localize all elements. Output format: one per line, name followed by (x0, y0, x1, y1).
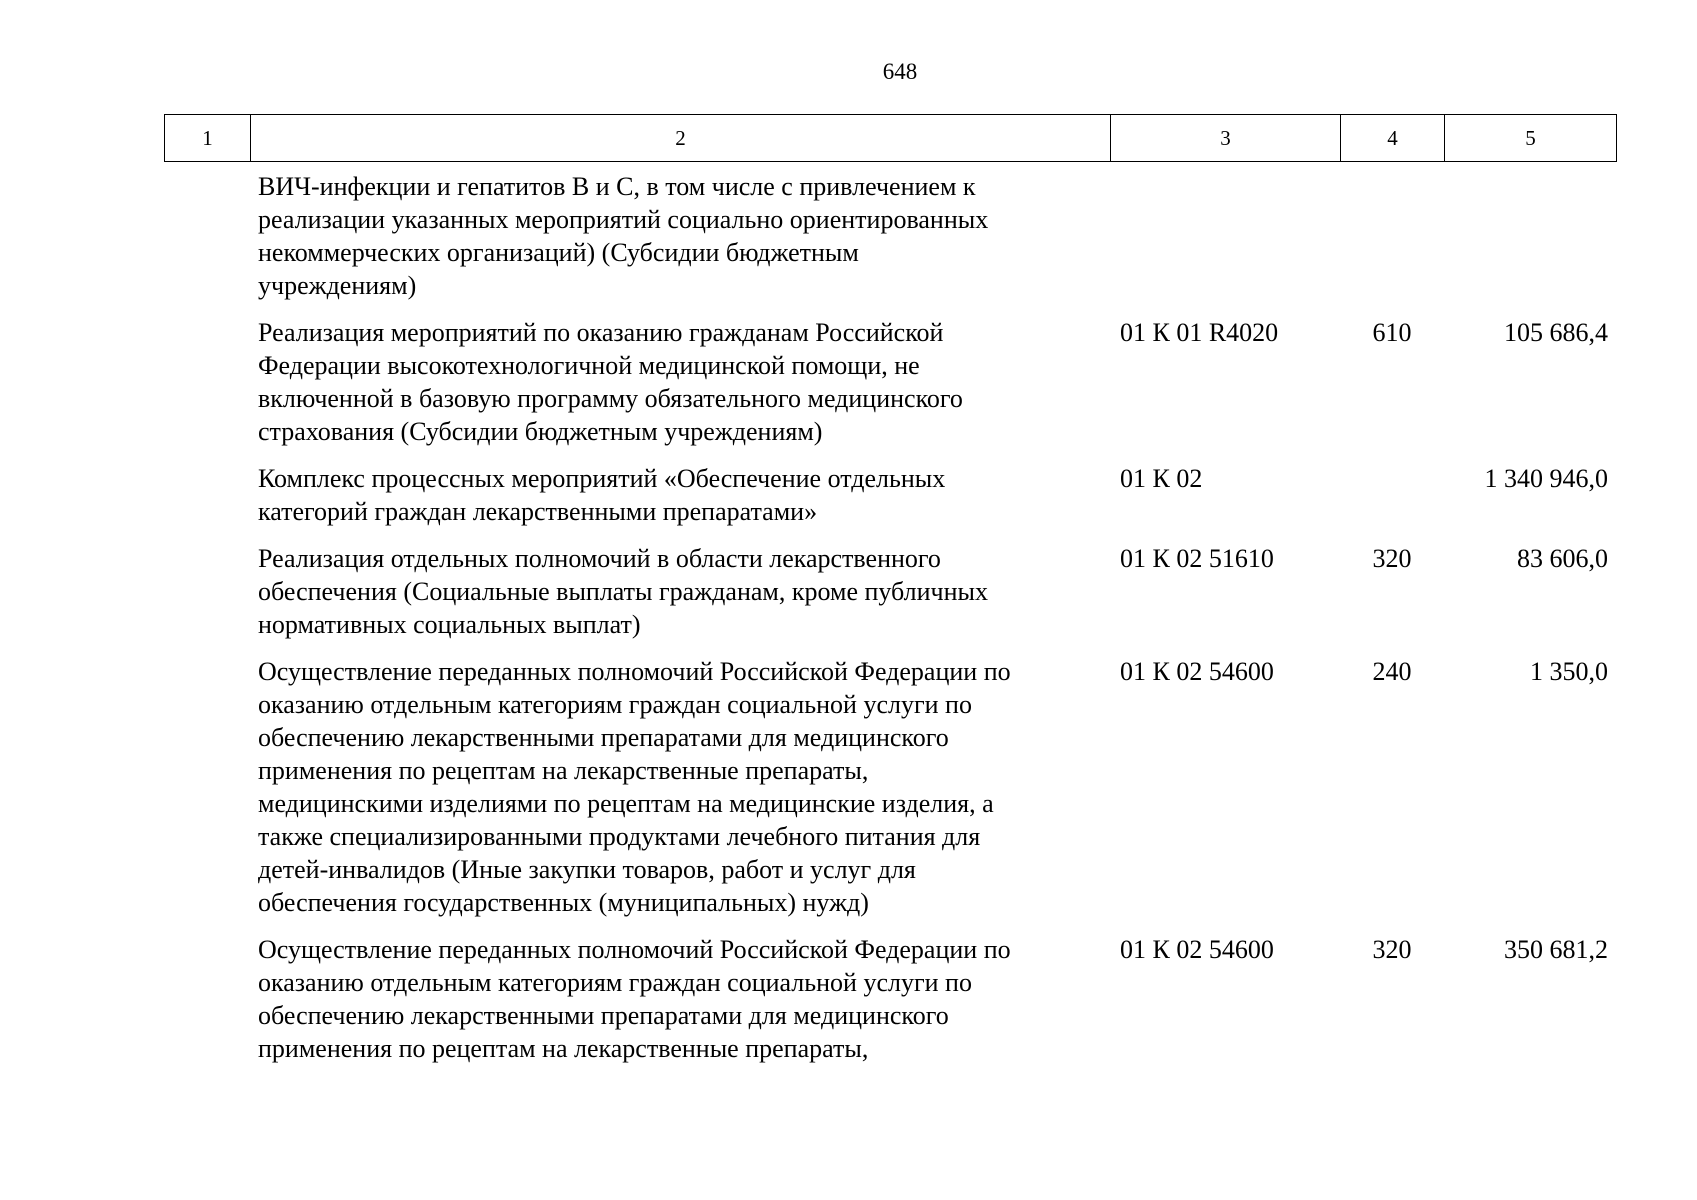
column-header-table (164, 114, 1617, 162)
table-row (164, 933, 1616, 1065)
row-description: ВИЧ-инфекции и гепатитов В и С, в том числе с привлечением к реализации указанных мероприятий социально ориентированных некоммерческих организаций) (Субсидии бюджетным учреждениям) (258, 172, 989, 300)
table-row (164, 655, 1616, 919)
row-code: 01 К 02 54600 (1120, 935, 1274, 964)
column-header-2: 2 (251, 115, 1111, 162)
table-body (164, 170, 1616, 1079)
column-header-1: 1 (165, 115, 251, 162)
row-type: 320 (1372, 544, 1412, 573)
column-header-5: 5 (1445, 115, 1617, 162)
table-row (164, 542, 1616, 641)
column-header-3: 3 (1111, 115, 1341, 162)
row-description: Осуществление переданных полномочий Российской Федерации по оказанию отдельным категориям граждан социальной услуги по обеспечению лекарственными препаратами для медицинского применения по рецептам на лекарственные препараты, медицинскими изделиями по рецептам на медицинские изделия, а также специализированными продуктами лечебного питания для детей-инвалидов (Иные закупки товаров, работ и услуг для обеспечения государственных (муниципальных) нужд) (258, 657, 1011, 917)
row-type: 320 (1372, 935, 1412, 964)
row-type: 610 (1372, 318, 1412, 347)
column-header-4: 4 (1341, 115, 1445, 162)
row-type: 240 (1372, 657, 1412, 686)
row-code: 01 К 02 (1120, 464, 1203, 493)
row-description: Реализация мероприятий по оказанию гражданам Российской Федерации высокотехнологичной медицинской помощи, не включенной в базовую программу обязательного медицинского страхования (Субсидии бюджетным учреждениям) (258, 318, 963, 446)
column-header-row (165, 115, 1617, 162)
table-row (164, 316, 1616, 448)
row-amount: 105 686,4 (1504, 318, 1608, 347)
row-amount: 1 350,0 (1530, 657, 1608, 686)
row-amount: 83 606,0 (1517, 544, 1608, 573)
row-code: 01 К 02 51610 (1120, 544, 1274, 573)
page-number: 648 (882, 59, 918, 84)
row-description: Осуществление переданных полномочий Российской Федерации по оказанию отдельным категориям граждан социальной услуги по обеспечению лекарственными препаратами для медицинского применения по рецептам на лекарственные препараты, (258, 935, 1011, 1063)
row-amount: 1 340 946,0 (1484, 464, 1608, 493)
row-amount: 350 681,2 (1504, 935, 1608, 964)
table-row (164, 170, 1616, 302)
row-description: Реализация отдельных полномочий в области лекарственного обеспечения (Социальные выплаты гражданам, кроме публичных нормативных социальных выплат) (258, 544, 988, 639)
row-code: 01 К 01 R4020 (1120, 318, 1279, 347)
row-description: Комплекс процессных мероприятий «Обеспечение отдельных категорий граждан лекарственными препаратами» (258, 464, 946, 526)
table-row (164, 462, 1616, 528)
row-code: 01 К 02 54600 (1120, 657, 1274, 686)
